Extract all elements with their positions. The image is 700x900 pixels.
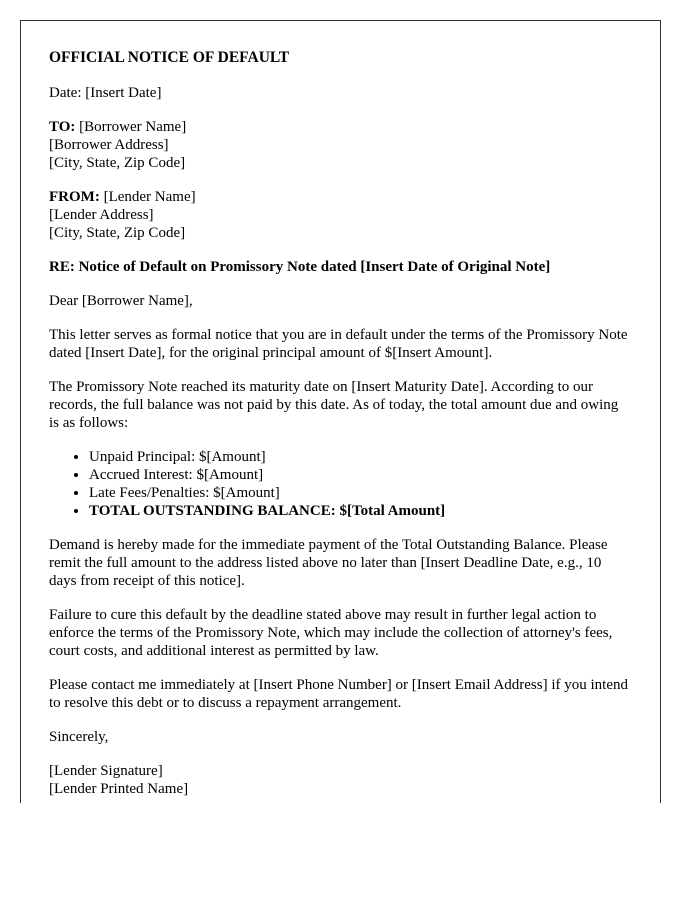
- from-label: FROM:: [49, 189, 100, 205]
- paragraph-contact: Please contact me immediately at [Insert Phone Number] or [Insert Email Address] if you intend to resolve this debt or to discuss a repayment arrangement.: [49, 677, 629, 711]
- lender-city: [City, State, Zip Code]: [49, 225, 186, 241]
- document-title: OFFICIAL NOTICE OF DEFAULT: [49, 49, 290, 66]
- paragraph-failure: Failure to cure this default by the deadline stated above may result in further legal action to enforce the terms of the Promissory Note, which may include the collection of attorney's fees, court costs, and additional interest as permitted by law.: [49, 607, 613, 659]
- re-text: RE: Notice of Default on Promissory Note dated [Insert Date of Original Note]: [49, 259, 551, 275]
- from-line: [49, 188, 632, 206]
- letter-document: [20, 20, 661, 803]
- salutation: Dear [Borrower Name],: [49, 293, 193, 309]
- to-label: TO:: [49, 119, 76, 135]
- re-line: [49, 258, 632, 276]
- list-item: • Unpaid Principal: $[Amount]: [89, 448, 632, 466]
- lender-signature: [Lender Signature]: [49, 763, 163, 779]
- lender-name: [Lender Name]: [99, 189, 196, 205]
- closing: Sincerely,: [49, 729, 109, 745]
- to-block: [49, 118, 632, 172]
- paragraph-maturity: The Promissory Note reached its maturity date on [Insert Maturity Date]. According to our records, the full balance was not paid by this date. As of today, the total amount due and owing is as follows:: [49, 379, 619, 431]
- total-text: TOTAL OUTSTANDING BALANCE: $[Total Amount]: [89, 503, 446, 519]
- list-item: • Accrued Interest: $[Amount]: [89, 466, 632, 484]
- signature-block: [49, 762, 632, 798]
- date-line: Date: [Insert Date]: [49, 85, 162, 101]
- borrower-address: [Borrower Address]: [49, 137, 169, 153]
- paragraph-default-notice: This letter serves as formal notice that you are in default under the terms of the Promissory Note dated [Insert Date], for the original principal amount of $[Insert Amount].: [49, 327, 628, 361]
- list-item: • Late Fees/Penalties: $[Amount]: [89, 484, 632, 502]
- paragraph-demand: Demand is hereby made for the immediate payment of the Total Outstanding Balance. Please remit the full amount to the address listed above no later than [Insert Deadline Date, e.g., 10 days from receipt of this notice].: [49, 537, 608, 589]
- lender-printed-name: [Lender Printed Name]: [49, 781, 189, 797]
- from-block: [49, 188, 632, 242]
- amounts-list: [49, 448, 632, 520]
- to-line: [49, 118, 632, 136]
- list-item-total: [89, 502, 632, 520]
- lender-address: [Lender Address]: [49, 207, 154, 223]
- borrower-name: [Borrower Name]: [75, 119, 187, 135]
- borrower-city: [City, State, Zip Code]: [49, 155, 186, 171]
